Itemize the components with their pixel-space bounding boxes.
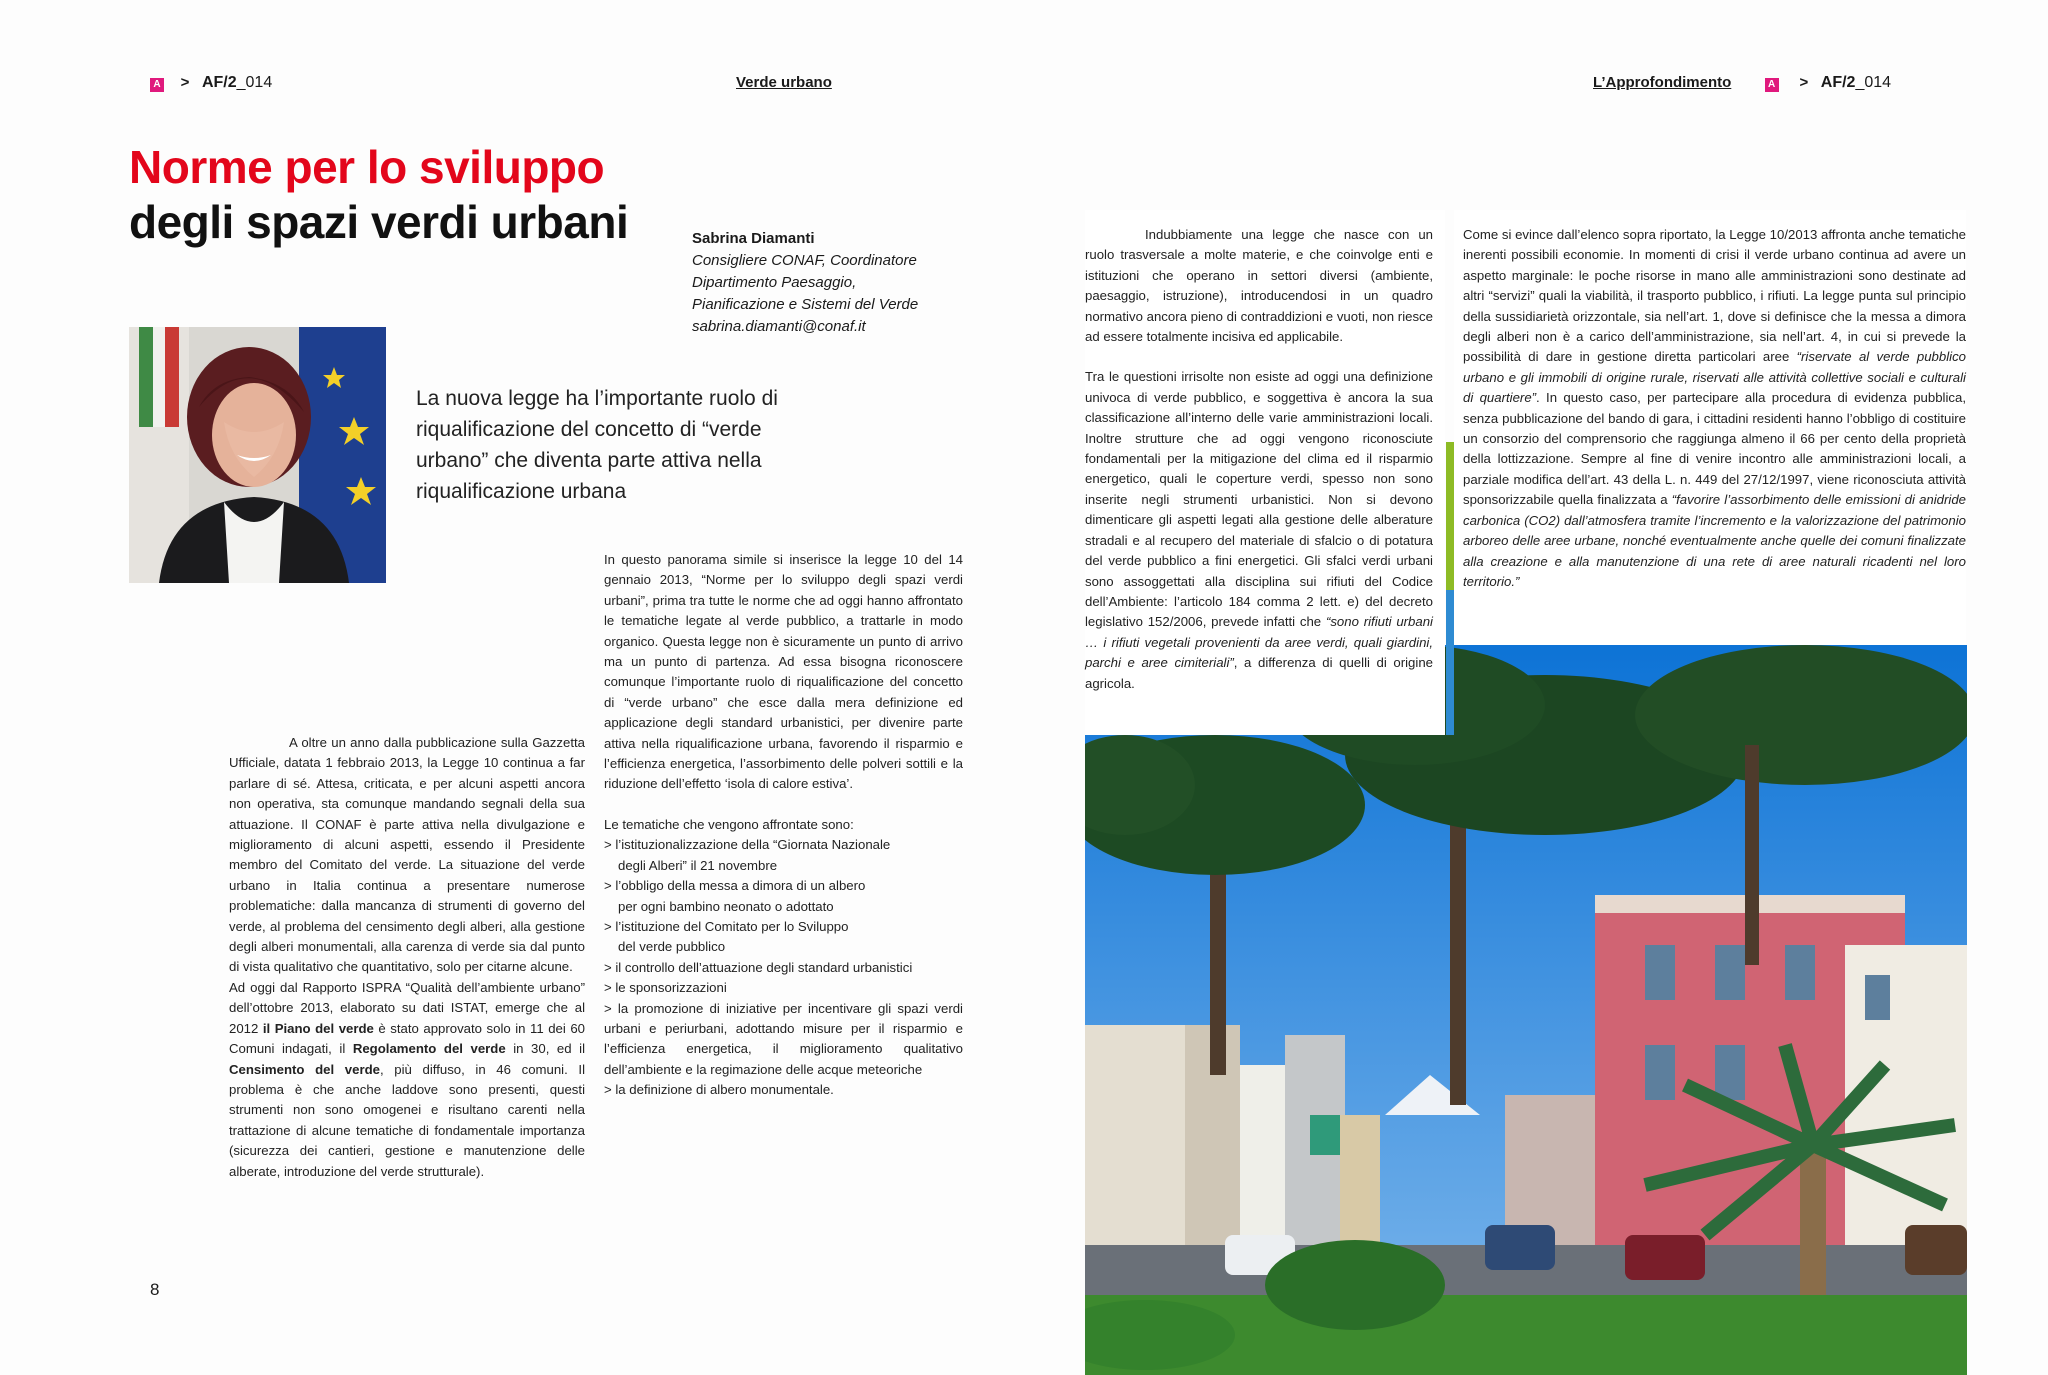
author-name: Sabrina Diamanti: [692, 230, 815, 247]
list-item: degli Alberi” il 21 novembre: [618, 857, 778, 873]
author-role-line2: Dipartimento Paesaggio,: [692, 274, 857, 291]
list-item: > l’istituzionalizzazione della “Giornata Nazionale: [604, 837, 891, 853]
section-title: Verde urbano: [736, 74, 832, 91]
section-title-right: L’Approfondimento: [1593, 74, 1732, 91]
lead-paragraph: La nuova legge ha l’importante ruolo di riqualificazione del concetto di “verde urbano” che diventa parte attiva nella riqualificazione urbana: [416, 387, 778, 503]
section-badge: A: [150, 78, 164, 92]
body-column-4: [1463, 225, 1966, 592]
article-title-line2: degli spazi verdi urbani: [129, 196, 629, 248]
accent-bar-green: [1446, 442, 1454, 590]
issue-code: AF/2: [201, 74, 237, 91]
breadcrumb-arrow: >: [180, 74, 190, 91]
paragraph-ispra: Ad oggi dal Rapporto ISPRA “Qualità dell’ambiente urbano” dell’ottobre 2013, elaborato su dati ISTAT, emerge che al 2012 il Piano del verde è stato approvato solo in 11 dei 60 Comuni indagati, il Regolamento del verde in 30, ed il Censimento del verde, più diffuso, in 46 comuni. Il problema è che anche laddove sono presenti, questi strumenti non sono omogenei e risultano carenti nella trattazione di alcune tematiche di fondamentale importanza (sicurezza dei cantieri, gestione e manutenzione delle alberate, introduzione del verde strutturale).: [229, 979, 586, 1179]
issue-number: _014: [236, 74, 273, 91]
breadcrumb-arrow-right: >: [1799, 74, 1809, 91]
paragraph-questioni: Tra le questioni irrisolte non esiste ad oggi una definizione univoca di verde pubblico, e soggettiva è ancora la sua classificazione all’interno delle varie amministrazioni locali. Inoltre strutture che ad oggi vengono riconosciute fondamentali per la mitigazione del clima ed il risparmio energetico, quali le coperture verdi, spesso non sono inserite negli strumenti urbanistici. Non si devono dimenticare gli aspetti legati alla gestione delle alberature stradali e al recupero del materiale di sfalcio o di potatura del verde pubblico a fini energetici. Gli sfalci verdi urbani sono assoggettati alla disciplina sui rifiuti del Codice dell’Ambiente: l’articolo 184 comma 2 lett. e) del decreto legislativo 152/2006, prevede infatti che “sono rifiuti urbani … i rifiuti vegetali provenienti da aree verdi, quali giardini, parchi e aree cimiteriali”, a differenza di quelli di origine agricola.: [1085, 369, 1433, 691]
issue-code-right: AF/2: [1820, 74, 1856, 91]
article-title-line1: Norme per lo sviluppo: [129, 141, 605, 193]
section-badge-right: A: [1765, 78, 1779, 92]
paragraph-transversal: Indubbiamente una legge che nasce con un ruolo trasversale a molte materie, e che coinvolge enti e istituzioni che operano in settori diversi (ambiente, paesaggio, istruzione), introducendosi in un quadro normativo ancora pieno di contraddizioni e vuoti, non riesce ad essere totalmente incisiva ed applicabile.: [1085, 227, 1433, 345]
issue-number-right: _014: [1855, 74, 1892, 91]
street-photo: [1085, 645, 1967, 1375]
list-item: del verde pubblico: [618, 939, 726, 955]
header-center: [736, 74, 832, 91]
list-intro: Le tematiche che vengono affrontate sono:: [604, 816, 854, 832]
header-left: [150, 74, 272, 92]
author-email: sabrina.diamanti@conaf.it: [692, 318, 866, 335]
list-item: > il controllo dell’attuazione degli standard urbanistici: [604, 959, 913, 975]
topics-list: [604, 835, 963, 998]
author-block: [692, 228, 918, 338]
body-column-3: [1085, 225, 1433, 694]
author-role-line1: Consigliere CONAF, Coordinatore: [692, 252, 917, 269]
body-column-2: [604, 550, 963, 1101]
header-right: [1593, 74, 1891, 92]
list-item: > le sponsorizzazioni: [604, 980, 727, 996]
paragraph-intro: A oltre un anno dalla pubblicazione sulla Gazzetta Ufficiale, datata 1 febbraio 2013, la Legge 10 continua a far parlare di sé. Attesa, criticata, e per alcuni aspetti ancora non operativa, sta comunque mandando segnali della sua attuazione. Il CONAF è parte attiva nella divulgazione e miglioramento di alcuni aspetti, essendo il Presidente membro del Comitato del verde. La situazione del verde urbano in Italia continua a presentare numerose problematiche: dalla mancanza di strumenti di governo del verde, al problema del censimento degli alberi, alla gestione degli alberi monumentali, alla carenza di verde sia dal punto di vista qualitativo che quantitativo, solo per citarne alcune.: [229, 735, 585, 975]
paragraph-legge10: In questo panorama simile si inserisce la legge 10 del 14 gennaio 2013, “Norme per lo sviluppo degli spazi verdi urbani”, prima tra tutte le norme che ad oggi hanno affrontato le tematiche legate al verde pubblico, a trattarle in modo organico. Questa legge non è sicuramente un punto di arrivo ma un punto di partenza. Ad essa bisogna riconoscere comunque l’importante ruolo di riqualificazione del concetto di “verde urbano” che esce dalla mera definizione ed applicazione degli standard urbanistici, per divenire parte attiva nella riqualificazione urbana, favorendo il risparmio e l’efficienza energetica, l’assorbimento delle polveri sottili e la riduzione dell’effetto ‘isola di calore estiva’.: [604, 552, 963, 792]
accent-bar-blue: [1446, 590, 1454, 735]
page-number: 8: [150, 1280, 160, 1299]
body-column-1: [229, 733, 585, 1182]
list-item: > la promozione di iniziative per incentivare gli spazi verdi urbani e periurbani, adottando misure per il risparmio e l’efficienza energetica, il miglioramento qualitativo dell’ambiente e la regimazione delle acque meteoriche: [604, 1000, 963, 1077]
list-item: > la definizione di albero monumentale.: [604, 1082, 834, 1098]
author-portrait: [129, 327, 386, 583]
author-role-line3: Pianificazione e Sistemi del Verde: [692, 296, 919, 313]
list-item: per ogni bambino neonato o adottato: [618, 898, 834, 914]
list-item: > l’istituzione del Comitato per lo Sviluppo: [604, 918, 849, 934]
paragraph-economie: Come si evince dall’elenco sopra riportato, la Legge 10/2013 affronta anche tematiche inerenti possibili economie. In momenti di crisi il verde urbano continua ad avere un aspetto marginale: le poche risorse in mano alle amministrazioni sono destinate ad altri “servizi” quali la viabilità, il trasporto pubblico, i rifiuti. La legge punta sul principio della sussidiarietà orizzontale, sia nell’art. 1, dove si definisce che la messa a dimora degli alberi non è a carico dell’amministrazione, sia nell’art. 4, in cui si prevede la possibilità di dare in gestione diretta particolari aree “riservate al verde pubblico urbano e gli immobili di origine rurale, riservati alle attività collettive sociali e culturali di quartiere”. In questo caso, per partecipare alla procedura di evidenza pubblica, senza pubblicazione del bando di gara, i cittadini residenti hanno l’obbligo di costituire un consorzio del comprensorio che raggiunga almeno il 66 per cento della proprietà della lottizzazione. Sempre al fine di venire incontro alle amministrazioni locali, a parziale modifica dell’art. 43 della L. n. 449 del 27/12/1997, viene riconosciuta attività sponsorizzabile quella finalizzata a “favorire l’assorbimento delle emissioni di anidride carbonica (CO2) dall’atmosfera tramite l’incremento e la valorizzazione del patrimonio arboreo delle aree urbane, nonché eventualmente anche quelle dei comuni finalizzate alla creazione e alla manutenzione di una rete di aree naturali ricadenti nel loro territorio.”: [1463, 227, 1967, 589]
list-item: > l’obbligo della messa a dimora di un albero: [604, 878, 866, 894]
